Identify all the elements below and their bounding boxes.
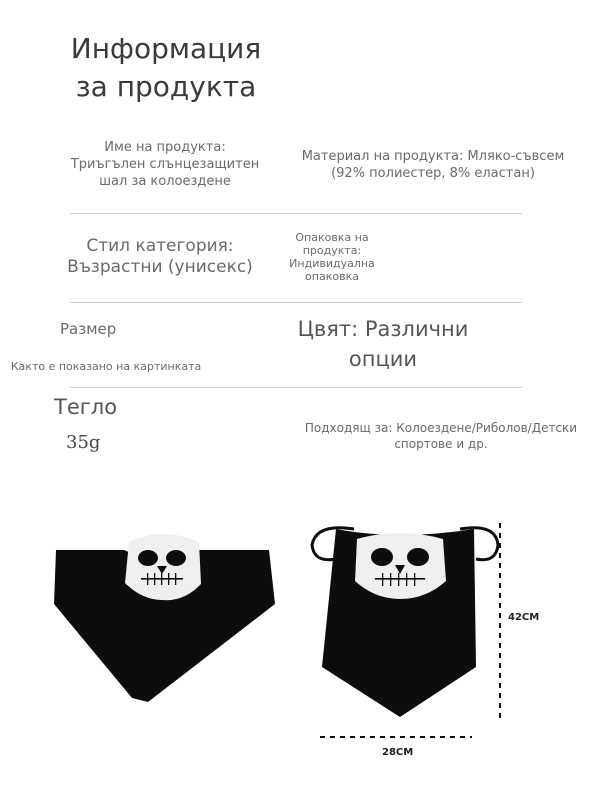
packaging-value-1: Индивидуална xyxy=(289,257,375,270)
width-dimension-label: 28CM xyxy=(382,747,414,758)
page-title xyxy=(46,30,286,106)
weight-label: Тегло xyxy=(54,395,118,419)
suitable-label: Подходящ за: Колоездене/Риболов/Детски xyxy=(304,421,578,435)
suitable-cell xyxy=(296,420,586,452)
size-label: Размер xyxy=(60,320,117,338)
material-cell xyxy=(283,148,583,182)
product-name-value-1: Триъгълен слънцезащитен xyxy=(70,157,260,172)
color-value: опции xyxy=(348,347,418,371)
divider-3 xyxy=(70,387,522,388)
skull-graphic-right xyxy=(355,533,446,599)
style-cell xyxy=(55,236,265,278)
title-line-1: Информация xyxy=(70,32,262,65)
scarf-dimensions-image xyxy=(300,515,590,780)
product-name-value-2: шал за колоездене xyxy=(99,174,231,189)
divider-1 xyxy=(70,213,522,214)
suitable-value: спортове и др. xyxy=(394,437,488,451)
material-label: Материал на продукта: Мляко-съвсем xyxy=(301,149,565,164)
product-name-cell xyxy=(60,139,270,190)
divider-2 xyxy=(70,302,522,303)
color-cell xyxy=(283,314,483,374)
style-label: Стил категория: xyxy=(86,236,234,256)
title-line-2: за продукта xyxy=(75,70,257,103)
scarf-flat-image xyxy=(40,520,290,720)
packaging-cell xyxy=(272,231,392,283)
packaging-value-2: опаковка xyxy=(305,270,359,283)
height-dimension-label: 42CM xyxy=(508,612,540,623)
product-name-label: Име на продукта: xyxy=(104,140,226,155)
weight-value: 35g xyxy=(66,432,101,453)
packaging-label-1: Опаковка на xyxy=(295,231,369,244)
style-value: Възрастни (унисекс) xyxy=(67,257,253,277)
packaging-label-2: продукта: xyxy=(302,244,362,257)
size-value: Както е показано на картинката xyxy=(10,360,202,373)
material-value: (92% полиестер, 8% еластан) xyxy=(331,166,535,181)
skull-graphic-left xyxy=(125,534,201,600)
color-label: Цвят: Различни xyxy=(297,317,469,341)
